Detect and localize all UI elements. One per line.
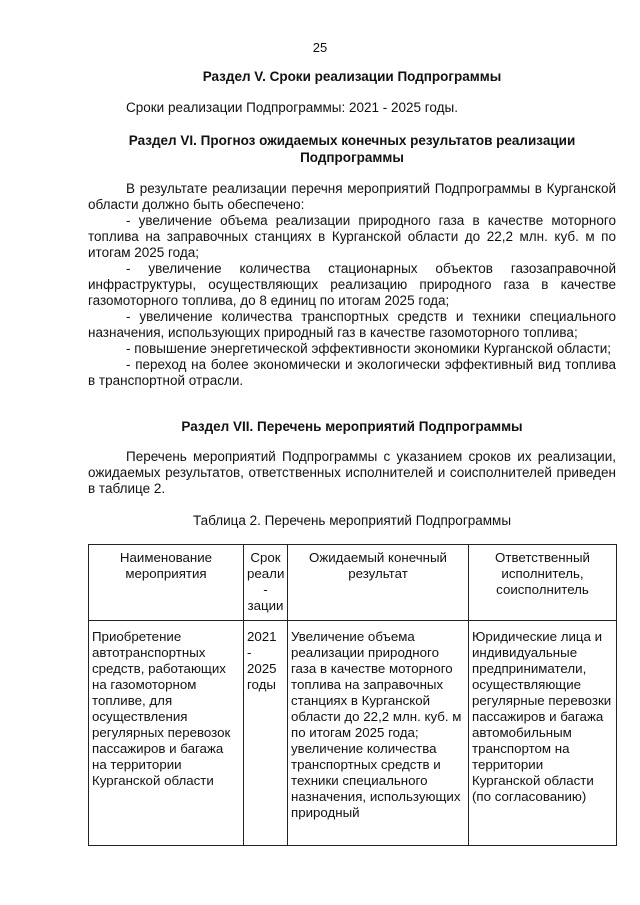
cell-result: Увеличение объема реализации природного газа в качестве моторного топлива на заправочных станциях в Курганской области до 22,2 млн. куб. м по итогам 2025 года; увеличение количества транспортных средств и техники специального назначения, использующих природный <box>288 621 469 846</box>
cell-responsible: Юридические лица и индивидуальные предприниматели, осуществляющие регулярные перевозки пассажиров и багажа автомобильным транспортом на территории Курганской области (по согласованию) <box>469 621 617 846</box>
cell-term-line: 2021 - <box>247 629 277 660</box>
header-term-line: - <box>263 582 268 597</box>
page-number: 25 <box>312 40 328 55</box>
list-item: - повышение энергетической эффективности экономики Курганской области; <box>126 341 612 356</box>
section-7-heading: Раздел VII. Перечень мероприятий Подпрограммы <box>181 419 523 434</box>
header-term-line: зации <box>247 598 284 613</box>
section-5-heading: Раздел V. Сроки реализации Подпрограммы <box>202 69 502 84</box>
measures-table <box>88 544 617 846</box>
header-result: Ожидаемый конечный результат <box>288 545 469 621</box>
section-5-text: Сроки реализации Подпрограммы: 2021 - 2025 годы. <box>126 100 458 115</box>
list-item: - увеличение количества транспортных средств и техники специального назначения, использующих природный газ в качестве газомоторного топлива; <box>88 309 616 340</box>
section-6-heading-line2: Подпрограммы <box>300 150 404 165</box>
section-6-heading <box>88 132 616 166</box>
header-term-line: реали <box>247 566 285 581</box>
list-item: - переход на более экономически и экологически эффективный вид топлива в транспортной отрасли. <box>88 357 616 388</box>
section-6-intro: В результате реализации перечня мероприятий Подпрограммы в Курганской области должно быть обеспечено: <box>88 181 616 212</box>
cell-term <box>244 621 288 846</box>
section-6-heading-line1: Раздел VI. Прогноз ожидаемых конечных результатов реализации <box>128 133 576 148</box>
table-row <box>89 621 617 846</box>
section-6-body <box>88 181 616 389</box>
header-term <box>244 545 288 621</box>
list-item: - увеличение количества стационарных объектов газозаправочной инфраструктуры, осуществляющих реализацию природного газа в качестве газомоторного топлива, до 8 единиц по итогам 2025 года; <box>88 261 616 308</box>
cell-term-line: годы <box>247 677 276 692</box>
header-responsible: Ответственный исполнитель, соисполнитель <box>469 545 617 621</box>
cell-name: Приобретение автотранспортных средств, работающих на газомоторном топливе, для осуществления регулярных перевозок пассажиров и багажа на территории Курганской области <box>89 621 244 846</box>
table-caption: Таблица 2. Перечень мероприятий Подпрограммы <box>192 513 512 528</box>
header-term-line: Срок <box>250 550 281 565</box>
list-item: - увеличение объема реализации природного газа в качестве моторного топлива на заправочных станциях в Курганской области до 22,2 млн. куб. м по итогам 2025 года; <box>88 213 616 260</box>
header-name: Наименование мероприятия <box>89 545 244 621</box>
section-7-text: Перечень мероприятий Подпрограммы с указанием сроков их реализации, ожидаемых результатов, ответственных исполнителей и соисполнителей приведен в таблице 2. <box>88 449 616 496</box>
cell-term-line: 2025 <box>247 661 277 676</box>
table-header-row <box>89 545 617 621</box>
